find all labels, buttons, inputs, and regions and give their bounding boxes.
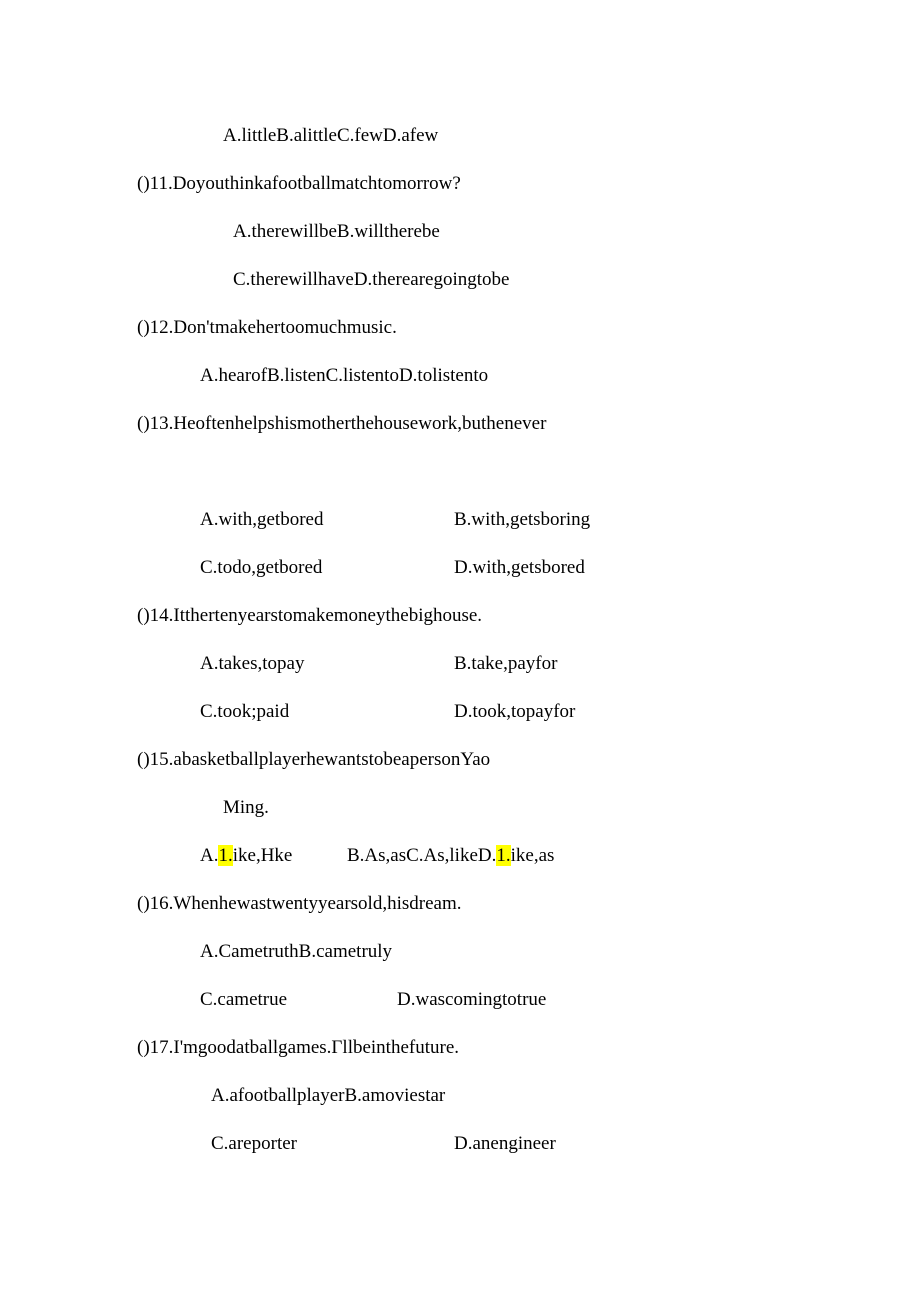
q17-options-ab: A.afootballplayerB.amoviestar <box>211 1085 446 1106</box>
q14-option-d: D.took,topayfor <box>454 701 576 722</box>
q17-option-d: D.anengineer <box>454 1133 556 1154</box>
q13-stem: ()13.Heoftenhelpshismotherthehousework,buthenever <box>137 413 547 434</box>
q11-options-ab: A.therewillbeB.willtherebe <box>233 221 440 242</box>
q14-option-c: C.took;paid <box>200 701 290 722</box>
q15-option-a-rest: ike,Hke <box>232 845 293 866</box>
q15-stem: ()15.abasketballplayerhewantstobeapersonYao <box>137 749 491 770</box>
q17-stem: ()17.I'mgoodatballgames.Γllbeinthefuture. <box>137 1037 460 1058</box>
q13-option-c: C.todo,getbored <box>200 557 323 578</box>
q12-options: A.hearofB.listenC.listentoD.tolistento <box>200 365 489 386</box>
q15-option-d-rest: ike,as <box>510 845 555 866</box>
q15-option-a-prefix: A. <box>200 845 219 866</box>
q15-option-bc: B.As,asC.As,likeD. <box>347 845 497 866</box>
q14-option-b: B.take,payfor <box>454 653 558 674</box>
q14-stem: ()14.Itthertenyearstomakemoneythebighouse. <box>137 605 483 626</box>
q11-options-cd: C.therewillhaveD.therearegoingtobe <box>233 269 510 290</box>
q16-options-ab: A.CametruthB.cametruly <box>200 941 393 962</box>
q11-stem: ()11.Doyouthinkafootballmatchtomorrow? <box>137 173 461 194</box>
q13-option-b: B.with,getsboring <box>454 509 591 530</box>
q13-option-d: D.with,getsbored <box>454 557 585 578</box>
q14-option-a: A.takes,topay <box>200 653 305 674</box>
highlighted-text: 1. <box>218 845 233 866</box>
q12-stem: ()12.Don'tmakehertoomuchmusic. <box>137 317 397 338</box>
q15-stem-continued: Ming. <box>223 797 269 818</box>
q16-option-c: C.cametrue <box>200 989 288 1010</box>
q13-option-a: A.with,getbored <box>200 509 324 530</box>
q16-stem: ()16.Whenhewastwentyyearsold,hisdream. <box>137 893 462 914</box>
q15-options-bcd <box>347 845 554 867</box>
q16-option-d: D.wascomingtotrue <box>397 989 547 1010</box>
q15-options <box>200 845 292 867</box>
q17-option-c: C.areporter <box>211 1133 297 1154</box>
q10-options: A.littleB.alittleC.fewD.afew <box>223 125 439 146</box>
highlighted-text: 1. <box>496 845 511 866</box>
